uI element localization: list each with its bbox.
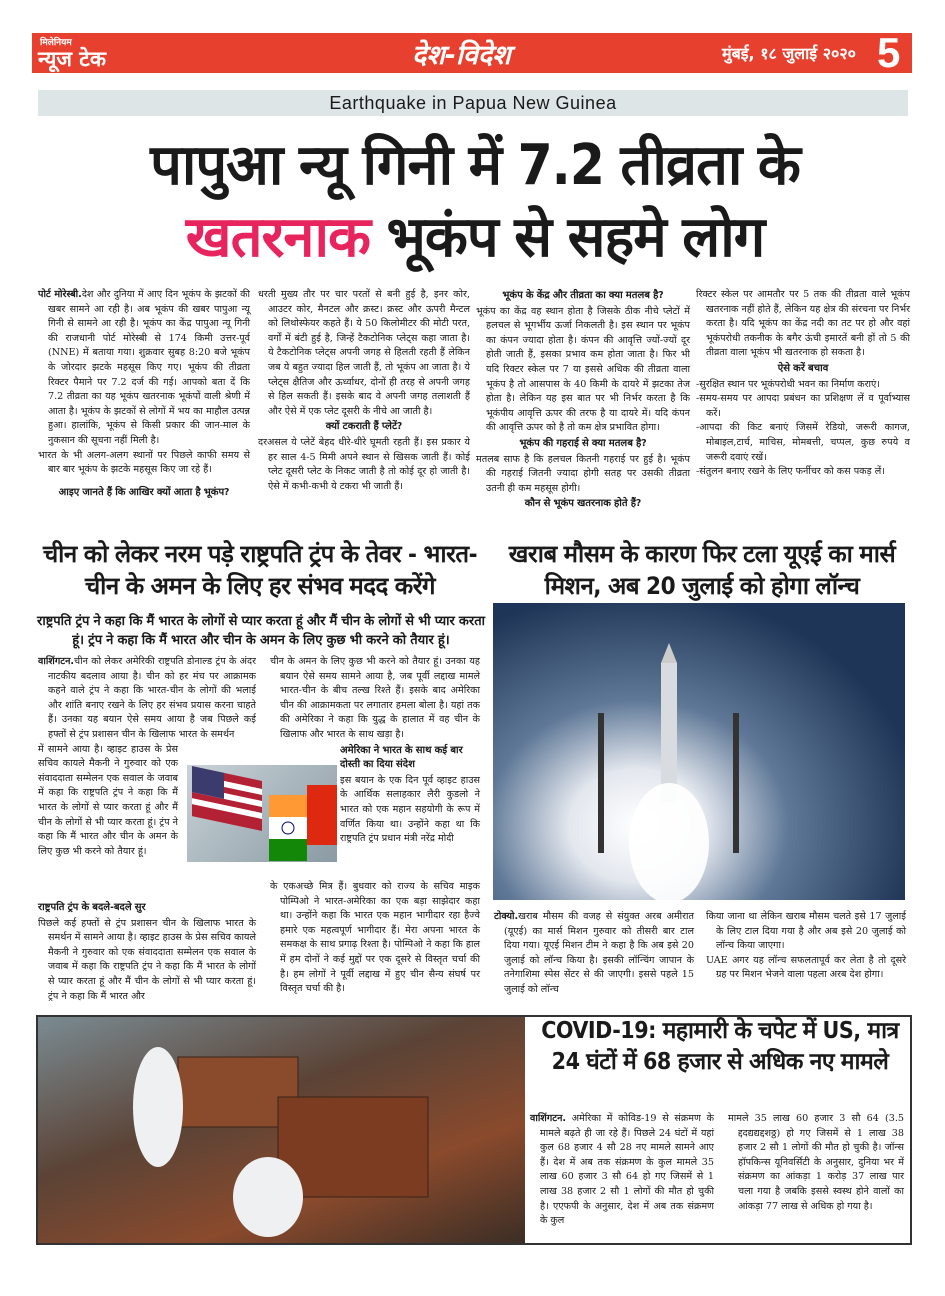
tip: -समय-समय पर आपदा प्रबंधन का प्रशिक्षण लें व पूर्वाभ्यास करें। (696, 393, 910, 419)
headline-red-word: खतरनाक (185, 205, 370, 270)
subheading: आइए जानते हैं कि आखिर क्यों आता है भूकंप? (58, 486, 230, 498)
paragraph: UAE अगर यह लॉन्च सफलतापूर्व कर लेता है तो दूसरे ग्रह पर मिशन भेजने वाला पहला अरब देश होगा। (706, 954, 906, 981)
subheading: क्यों टकराती हैं प्लेटें? (325, 421, 403, 433)
paragraph: अमेरिका में कोविड-19 से संक्रमण के मामले बढ़ते ही जा रहे हैं। पिछले 24 घंटों में यहां कुल 68 हजार 4 सौ 28 नए मामले सामने आए हैं। देश में अब तक संक्रमण के कुल मामले 35 लाख 60 हजार 3 सौ 64 हो गए जिसमें से 1 लाख 38 हजार 2 सौ 1 लोगों की मौत हो चुकी है। एएफपी के अनुसार, देश में अब तक संक्रमण के कुल (540, 1113, 714, 1227)
paragraph: खराब मौसम की वजह से संयुक्त अरब अमीरात (यूएई) का मार्स मिशन गुरुवार को तीसरी बार टाल दिया गया। यूएई मिशन टीम ने कहा है कि अब इसे 20 जुलाई को लॉन्च किया है। इसकी लॉन्चिंग जापान के तनेगाशिमा स्पेस सेंटर से की जाएगी। इससे पहले 15 जुलाई को लॉन्च (504, 911, 694, 995)
paragraph: इस बयान के एक दिन पूर्व व्हाइट हाउस के आर्थिक सलाहकार लैरी कुडलो ने भारत को एक महान सहयोगी के रूप में वर्णित किया था। उन्होंने कहा था कि राष्ट्रपति ट्रंप प्रधान मंत्री नरेंद्र मोदी (340, 774, 480, 845)
paragraph: के एकअच्छे मित्र हैं। बुधवार को राज्य के सचिव माइक पोम्पिओ ने भारत-अमेरिका का एक बड़ा साझेदार कहा था। उन्होंने कहा कि भारत एक महान भागीदार रहा हैज्वे हमारे एक महत्वपूर्ण भागीदार हैं। मेरा अपना भारत के समकक्ष के साथ प्रगाढ़ रिश्ता है। पोम्पिओ ने कहा कि हाल में हम दोनों ने कई मुद्दों पर एक दूसरे से विस्तृत चर्चा की है। हम लोगों ने पूर्वी लद्दाख में हुए चीन सैन्य संघर्ष पर विस्तृत चर्चा की है। (270, 881, 480, 995)
quake-col-4 (696, 288, 910, 480)
paragraph: मामले 35 लाख 60 हजार 3 सौ 64 (3.5 द्ददद्यद्यद्दशठ्ठ) हो गए जिसमें से 1 लाख 38 हजार 2 सौ 1 लोगों की मौत हो चुकी है। जॉन्स हॉपकिन्स यूनिवर्सिटी के अनुसार, दुनिया भर में संक्रमण का आंकड़ा 1 करोड़ 37 लाख पार चला गया है जबकि इससे स्वस्थ होने वालों का आंकड़ा 77 लाख से अधिक हो गया है। (728, 1113, 904, 1212)
mars-col-2 (706, 910, 906, 983)
dateline: वाशिंगटन. (530, 1113, 567, 1124)
brand-tagline: मिलेनियम (40, 38, 72, 48)
section-title: देश-विदेश (412, 40, 511, 71)
covid-col-1 (530, 1112, 714, 1229)
masthead-bar (32, 29, 912, 76)
tip: -आपदा की किट बनाएं जिसमें रेडियो, जरूरी कागज, मोबाइल,टार्च, माचिस, मोमबत्ती, चप्पल, कुछ रुपये व जरूरी दवाएं रखें। (696, 422, 910, 463)
paragraph: में सामने आया है। व्हाइट हाउस के प्रेस सचिव कायले मैकनी ने गुरुवार को एक संवाददाता सम्मेलन एक सवाल के जवाब में कहा कि राष्ट्रपति ट्रंप ने कहा कि मैं भारत के लोगों से प्यार करता हूं और मैं चीन के लोगों से भी प्यार करता हूं। ट्रंप ने कहा कि मैं भारत और चीन के अमन के लिए कुछ भी करने को तैयार हूं। (38, 743, 178, 857)
subheading: कौन से भूकंप खतरनाक होते हैं? (524, 498, 642, 510)
tip: -संतुलन बनाए रखने के लिए फर्नीचर को कस पकड़ लें। (696, 466, 885, 478)
tip: -सुरक्षित स्थान पर भूकंपरोधी भवन का निर्माण कराएं। (696, 378, 880, 390)
issue-date: मुंबई, १८ जुलाई २०२० (722, 44, 856, 63)
paragraph: दरअसल ये प्लेटें बेहद धीरे-धीरे घूमती रहती हैं। इस प्रकार ये हर साल 4-5 मिमी अपने स्थान से खिसक जाती हैं। कोई प्लेट दूसरी प्लेट के निकट जाती है तो कोई दूर हो जाती है। ऐसे में कभी-कभी ये टकरा भी जाती हैं। (258, 436, 470, 492)
headline-rest: भूकंप से सहमे लोग (386, 205, 765, 270)
main-headline-line1: पापुआ न्यू गिनी में 7.2 तीव्रता के (150, 133, 800, 198)
paragraph: देश और दुनिया में आए दिन भूकंप के झटकों की खबर सामने आ रही है। अब भूकंप की खबर पापुआ न्यू गिनी से सामने आ रही है। भूकंप का केंद्र पापुआ न्यू गिनी की राजधानी पोर्ट मोरेस्बी से 174 किमी उत्तर-पूर्व (NNE) में बताया गया। शुक्रवार सुबह 8:20 बजे भूकंप के जोरदार झटके महसूस किए गए। भूकंप की तीव्रता रिक्टर पैमाने पर 7.2 दर्ज की गई। आपको बता दें कि 7.2 तीव्रता का यह भूकंप खतरनाक भूकंपों वाली श्रेणी में आता है। भूकंप के झटकों से लोगों में भय का माहौल उत्पन्न हुआ। हालांकि, भूकंप से किसी प्रकार की जान-माल के नुकसान की सूचना नहीं मिली है। (48, 289, 250, 446)
quake-col-1 (38, 288, 250, 501)
subheading: ऐसे करें बचाव (777, 362, 829, 374)
subheading: राष्ट्रपति ट्रंप के बदले-बदले सुर (38, 902, 146, 913)
paragraph: धरती मुख्य तौर पर चार परतों से बनी हुई है, इनर कोर, आउटर कोर, मैनटल और क्रस्ट। क्रस्ट और ऊपरी मैन्टल को लिथोस्फेयर कहते हैं। ये 50 किलोमीटर की मोटी परत, वर्गों में बंटी हुई है, जिन्हें टैकटोनिक प्लेट्स कहा जाता है। ये टैकटोनिक प्लेट्स अपनी जगह से हिलती रहती हैं लेकिन जब ये बहुत ज्यादा हिल जाती हैं, तो भूकंप आ जाता है। ये प्लेट्स क्षैतिज और ऊर्ध्वाधर, दोनों ही तरह से अपनी जगह से हिल सकती हैं। इसके बाद वे अपनी जगह तलाशती हैं और ऐसे में एक प्लेट दूसरी के नीचे आ जाती है। (258, 289, 470, 417)
paragraph: मतलब साफ है कि हलचल कितनी गहराई पर हुई है। भूकंप की गहराई जितनी ज्यादा होगी सतह पर उसकी तीव्रता उतनी ही कम महसूस होगी। (476, 453, 690, 494)
subheading: अमेरिका ने भारत के साथ कई बार दोस्ती का दिया संदेश (340, 744, 463, 771)
trump-deck: राष्ट्रपति ट्रंप ने कहा कि मैं भारत के लोगों से प्यार करता हूं और मैं चीन के लोगों से भी प्यार करता हूं। ट्रंप ने कहा कि मैं भारत और चीन के अमन के लिए कुछ भी करने को तैयार हूं। (37, 614, 485, 648)
rocket-launch-photo (493, 603, 905, 900)
paragraph: किया जाना था लेकिन खराब मौसम चलते इसे 17 जुलाई के लिए टाल दिया गया है और अब इसे 20 जुलाई को लॉन्च किया जाएगा। (706, 911, 906, 952)
paragraph: पिछले कई हफ्तों से ट्रंप प्रशासन चीन के खिलाफ भारत के समर्थन में सामने आया है। व्हाइट हाउस के प्रेस सचिव कायले मैकनी ने गुरुवार को एक संवाददाता सम्मेलन एक सवाल के जवाब में कहा कि राष्ट्रपति ट्रंप ने कहा कि मैं भारत के लोगों से प्यार करता हूं और मैं चीन के लोगों से भी प्यार करता हूं। ट्रंप ने कहा कि मैं भारत और (38, 917, 256, 1002)
trump-subheading-1-wrap (38, 900, 256, 1004)
mars-headline: खराब मौसम के कारण फिर टला यूएई का मार्स मिशन, अब 20 जुलाई को होगा लॉन्च (508, 540, 896, 600)
paragraph: भूकंप का केंद्र वह स्थान होता है जिसके ठीक नीचे प्लेटों में हलचल से भूगर्भीय ऊर्जा निकलती है। इस स्थान पर भूकंप का कंपन ज्यादा होता है। कंपन की आवृत्ति ज्यों-ज्यों दूर होती जाती हैं, इसका प्रभाव कम होता जाता है। फिर भी यदि रिक्टर स्केल पर 7 या इससे अधिक की तीव्रता वाला भूकंप है तो आसपास के 40 किमी के दायरे में झटका तेज होता है। लेकिन यह इस बात पर भी निर्भर करता है कि भूकंपीय आवृत्ति ऊपर की तरफ है या दायरे में। यदि कंपन की आवृत्ति ऊपर को है तो कम क्षेत्र प्रभावित होगा। (476, 305, 690, 434)
dateline: टोक्यो. (494, 911, 519, 922)
covid-col-2 (728, 1112, 904, 1214)
paragraph: रिक्टर स्केल पर आमतौर पर 5 तक की तीव्रता वाले भूकंप खतरनाक नहीं होते हैं, लेकिन यह क्षेत्र की संरचना पर निर्भर करता है। यदि भूकंप का केंद्र नदी का तट पर हो और वहां भूकंपरोधी तकनीक के बगैर ऊंची इमारतें बनी हों तो 5 की तीव्रता वाला भूकंप भी खतरनाक हो सकता है। (696, 289, 910, 359)
dateline: वाशिंगटन. (38, 656, 75, 667)
covid-headline: COVID-19: महामारी के चपेट में US, मात्र 24 घंटों में 68 हजार से अधिक नए मामले (541, 1018, 899, 1075)
dateline: पोर्ट मोरेस्बी. (38, 289, 82, 300)
trump-col-2 (270, 655, 480, 847)
quake-col-2 (258, 288, 470, 494)
subheading: भूकंप की गहराई से क्या मतलब है? (519, 437, 647, 449)
paragraph: चीन को लेकर अमेरिकी राष्ट्रपति डोनाल्ड ट्रंप के अंदर नाटकीय बदलाव आया है। चीन को हर मंच पर आक्रामक कहने वाले ट्रंप ने कहा कि भारत-चीन के लोगों की भलाई और शांति बनाए रखने के लिए हर संभव प्रयास करना चाहते हैं। उनका यह बयान ऐसे समय आया है जब पिछले कई हफ्तों से ट्रंप प्रशासन चीन के खिलाफ भारत के समर्थन (48, 656, 256, 740)
subheading: भूकंप के केंद्र और तीव्रता का क्या मतलब है? (502, 290, 664, 301)
quake-col-3 (476, 288, 690, 513)
mars-col-1 (494, 910, 694, 998)
trump-headline: चीन को लेकर नरम पड़े राष्ट्रपति ट्रंप के तेवर - भारत-चीन के अमन के लिए हर संभव मदद करेंगे (42, 540, 478, 600)
page-number: 5 (877, 29, 901, 76)
main-headline-line2 (30, 205, 920, 271)
paragraph: चीन के अमन के लिए कुछ भी करने को तैयार हूं। उनका यह बयान ऐसे समय सामने आया है, जब पूर्वी लद्दाख मामले भारत-चीन के बीच तल्ख रिश्ते हैं। इसके बाद अमेरिका चीन की आक्रामकता पर लगातार हमला बोला है। यहां तक की अमेरिका ने कहा कि युद्ध के हालात में वह चीन के खिलाफ और भारत के साथ खड़ा है। (270, 656, 480, 740)
paragraph: भारत के भी अलग-अलग स्थानों पर पिछले काफी समय से बार बार भूकंप के झटके महसूस किए जा रहे हैं। (38, 449, 250, 476)
brand-logo: न्यूज टेक (38, 47, 106, 71)
trump-col-2b (270, 880, 480, 997)
english-kicker: Earthquake in Papua New Guinea (38, 90, 908, 116)
covid-coffins-photo (38, 1017, 525, 1243)
